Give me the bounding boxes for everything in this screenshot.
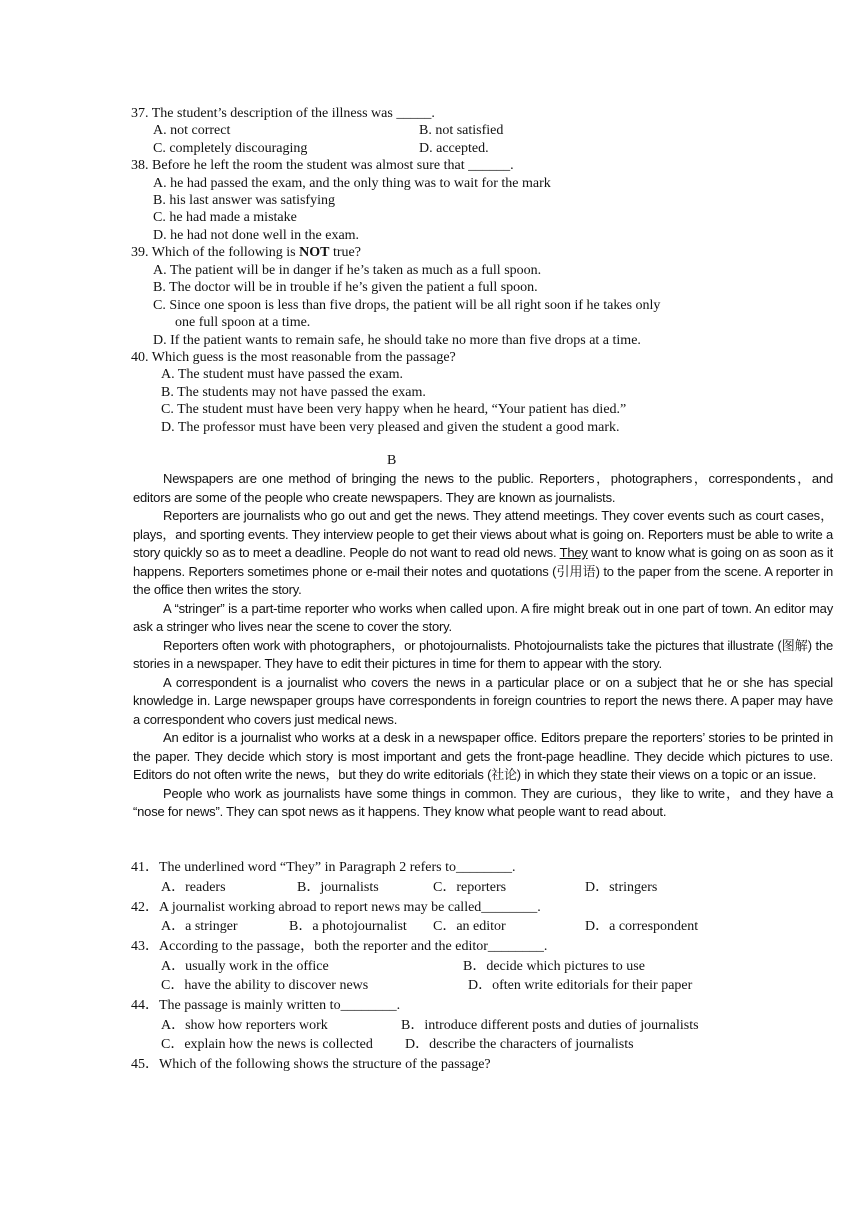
question-43-option-b: B．decide which pictures to use — [463, 959, 645, 974]
question-39-stem-pre: 39. Which of the following is — [131, 245, 300, 260]
question-41-option-c: C．reporters — [433, 880, 507, 895]
question-39-option-b: B. The doctor will be in trouble if he’s given the patient a full spoon. — [153, 280, 538, 295]
question-40-stem: 40. Which guess is the most reasonable from the passage? — [131, 350, 456, 365]
passage-paragraph-7: People who work as journalists have some things in common. They are curious，they like to write，and they have a “nose for news”. They can spot news as it happens. They know what people want to read about. — [133, 785, 833, 819]
question-37-option-a: A. not correct — [153, 123, 231, 138]
question-44-option-d: D．describe the characters of journalists — [405, 1037, 634, 1052]
question-38-option-a: A. he had passed the exam, and the only thing was to wait for the mark — [153, 176, 551, 191]
question-44-option-c: C．explain how the news is collected — [161, 1037, 373, 1052]
question-43-option-d: D．often write editorials for their paper — [468, 978, 693, 993]
question-41-option-a: A．readers — [161, 880, 226, 895]
passage-paragraph-4: Reporters often work with photographers，or photojournalists. Photojournalists take the pictures that illustrate (图解) the stories in a newspaper. They have to edit their pictures in time for them to appear with the story. — [133, 637, 833, 671]
question-38-option-b: B. his last answer was satisfying — [153, 193, 335, 208]
question-44-option-b: B．introduce different posts and duties of journalists — [401, 1018, 699, 1033]
reading-passage — [133, 470, 833, 822]
question-42-option-a: A．a stringer — [161, 919, 238, 934]
question-40-option-c: C. The student must have been very happy when he heard, “Your patient has died.” — [161, 402, 627, 417]
question-39-stem — [131, 244, 361, 261]
underlined-word-they: They — [559, 545, 588, 560]
section-b-heading: B — [387, 453, 397, 468]
passage-paragraph-3: A “stringer” is a part-time reporter who works when called upon. A fire might break out in one part of town. An editor may ask a stringer who lives near the scene to cover the story. — [133, 600, 833, 634]
question-45-stem: 45．Which of the following shows the structure of the passage? — [131, 1057, 491, 1072]
question-41-stem: 41．The underlined word “They” in Paragraph 2 refers to________. — [131, 860, 516, 875]
question-43-option-c: C．have the ability to discover news — [161, 978, 369, 993]
passage-paragraph-1: Newspapers are one method of bringing the news to the public. Reporters，photographers，correspondents，and editors are some of the people who create newspapers. They are known as journalists. — [133, 471, 833, 505]
question-39-option-a: A. The patient will be in danger if he’s taken as much as a full spoon. — [153, 263, 542, 278]
question-41-option-b: B．journalists — [297, 880, 379, 895]
question-39-option-c-line2: one full spoon at a time. — [175, 315, 311, 330]
question-42-stem: 42．A journalist working abroad to report news may be called________. — [131, 900, 541, 915]
question-40-option-b: B. The students may not have passed the exam. — [161, 385, 426, 400]
question-42-option-d: D．a correspondent — [585, 919, 699, 934]
question-43-stem: 43．According to the passage，both the reporter and the editor________. — [131, 939, 548, 954]
question-37-option-d: D. accepted. — [419, 141, 489, 156]
passage-paragraph-2-post: want to know what is going on as soon as it happens. Reporters sometimes phone or e-mail their notes and quotations (引用语) to the paper from the scene. A reporter in the office then writes the story. — [133, 545, 833, 597]
passage-paragraph-2 — [133, 507, 833, 600]
passage-paragraph-2-pre: Reporters are journalists who go out and get the news. They attend meetings. They cover events such as court cases，plays，and sporting events. They interview people to get their views about what is going on. Reporters must be able to write a story quickly so as to meet a deadline. People do not want to read old news. — [133, 508, 833, 560]
question-42-option-c: C．an editor — [433, 919, 506, 934]
question-38-option-d: D. he had not done well in the exam. — [153, 228, 360, 243]
question-44-option-a: A．show how reporters work — [161, 1018, 328, 1033]
question-39-stem-post: true? — [329, 245, 361, 260]
question-37-stem: 37. The student’s description of the illness was _____. — [131, 106, 435, 121]
passage-paragraph-6: An editor is a journalist who works at a desk in a newspaper office. Editors prepare the reporters’ stories to be printed in the paper. They decide which story is most important and gets the front-page headline. They decide which pictures to use. Editors do not often write the news，but they do write editorials (社论) in which they state their views on a topic or an issue. — [133, 730, 833, 782]
question-39-option-c-line1: C. Since one spoon is less than five drops, the patient will be all right soon if he takes only — [153, 298, 661, 313]
question-41-option-d: D．stringers — [585, 880, 658, 895]
question-42-option-b: B．a photojournalist — [289, 919, 407, 934]
question-37-option-b: B. not satisfied — [419, 123, 504, 138]
question-44-stem: 44．The passage is mainly written to________. — [131, 998, 401, 1013]
question-39-option-d: D. If the patient wants to remain safe, he should take no more than five drops at a time. — [153, 333, 641, 348]
question-39-stem-bold: NOT — [299, 245, 330, 260]
question-40-option-d: D. The professor must have been very pleased and given the student a good mark. — [161, 420, 620, 435]
question-43-option-a: A．usually work in the office — [161, 959, 329, 974]
question-38-stem: 38. Before he left the room the student was almost sure that ______. — [131, 158, 514, 173]
question-38-option-c: C. he had made a mistake — [153, 210, 297, 225]
question-40-option-a: A. The student must have passed the exam. — [161, 367, 403, 382]
passage-paragraph-5: A correspondent is a journalist who covers the news in a particular place or on a subject that he or she has special knowledge in. Large newspaper groups have correspondents in foreign countries to report the news there. A paper may have a correspondent who covers just medical news. — [133, 674, 833, 727]
question-37-option-c: C. completely discouraging — [153, 141, 308, 156]
